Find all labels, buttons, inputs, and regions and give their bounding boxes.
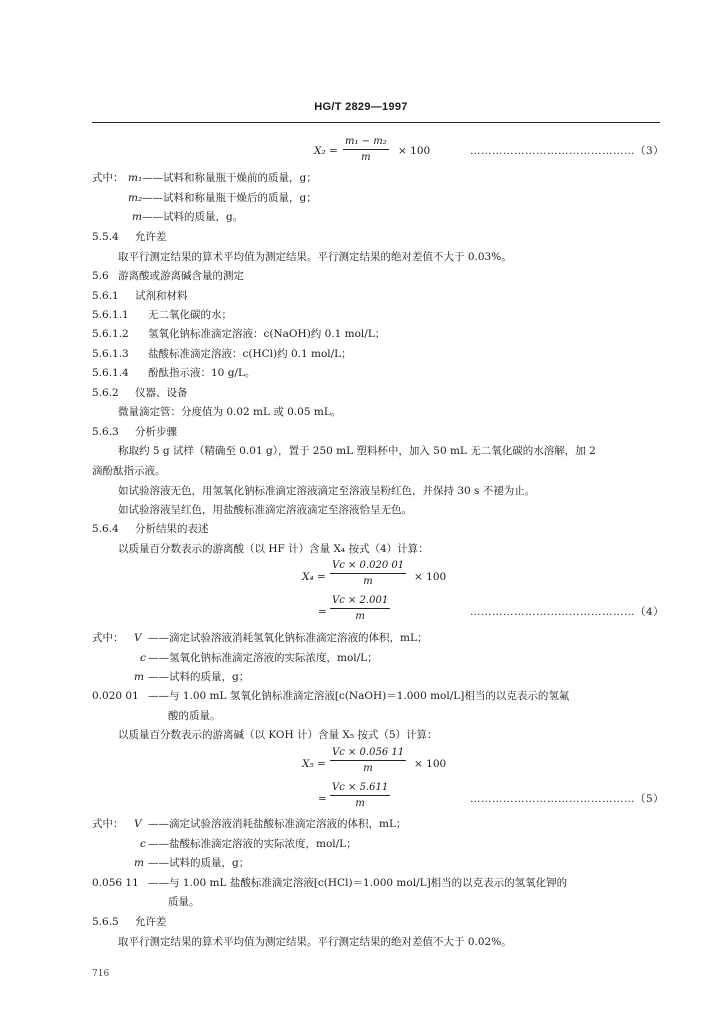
eq5-equals2: = (318, 793, 327, 805)
where2-k-desc1: ——与 1.00 mL 氢氧化钠标准滴定溶液[c(NaOH)＝1.000 mol/L]相当的以克表示的氢氟 (148, 690, 570, 702)
where1-m-symbol: m (132, 211, 142, 223)
s5614-text: 酚酞指示液：10 g/L。 (148, 367, 256, 379)
s562-text: 微量滴定管：分度值为 0.02 mL 或 0.05 mL。 (118, 406, 342, 418)
where1-m1-symbol: m₁ (128, 172, 143, 184)
s562-title: 仪器、设备 (135, 387, 188, 399)
eq5-fraction2 (330, 783, 390, 809)
eq3-numerator: m₁ − m₂ (343, 137, 389, 150)
eq4-denominator2: m (355, 611, 365, 622)
eq4-tail1: × 100 (414, 571, 447, 583)
eq4-fraction2 (330, 596, 390, 622)
where3-v-desc: ——滴定试验溶液消耗盐酸标准滴定溶液的体积，mL； (148, 818, 407, 830)
s5613-text: 盐酸标准滴定溶液：c(HCl)约 0.1 mol/L； (148, 348, 352, 360)
s5611-number: 5.6.1.1 (92, 309, 129, 321)
s554-title: 允许差 (135, 231, 167, 243)
eq4-denominator1: m (363, 576, 373, 587)
eq4-numerator2: Vc × 2.001 (330, 596, 390, 609)
where3-c-symbol: c (140, 838, 146, 850)
where2-v-desc: ——滴定试验溶液消耗氢氧化钠标准滴定溶液的体积，mL； (148, 632, 428, 644)
where3-v-symbol: V (134, 818, 142, 830)
s565-text: 取平行测定结果的算术平均值为测定结果。平行测定结果的绝对差值不大于 0.02%。 (118, 936, 512, 948)
where2-lead: 式中： (92, 632, 124, 644)
s563-text1b: 滴酚酞指示液。 (92, 465, 166, 477)
eq3-fraction (343, 137, 389, 163)
eq3-tail: × 100 (398, 145, 431, 157)
eq5-numerator1: Vc × 0.056 11 (330, 748, 406, 761)
where2-m-symbol: m (134, 671, 144, 683)
where1-lead: 式中： (92, 172, 124, 184)
where3-m-desc: ——试料的质量，g； (148, 857, 250, 869)
s561-number: 5.6.1 (92, 290, 119, 302)
eq5-numerator2: Vc × 5.611 (330, 783, 390, 796)
s564-title: 分析结果的表述 (135, 523, 209, 535)
s5611-text: 无二氧化碳的水； (148, 309, 232, 321)
s565-title: 允许差 (135, 916, 167, 928)
where2-k-desc2: 酸的质量。 (168, 710, 221, 722)
eq5-denominator2: m (355, 798, 365, 809)
standard-number-header: HG/T 2829—1997 (314, 101, 408, 113)
where1-m1-desc: ——试料和称量瓶干燥前的质量，g； (142, 172, 317, 184)
eq5-label: ………………………………………（5） (470, 793, 665, 805)
s563-title: 分析步骤 (135, 426, 177, 438)
eq3-denominator: m (361, 152, 371, 163)
s561-title: 试剂和材料 (135, 290, 188, 302)
where2-c-desc: ——氢氧化钠标准滴定溶液的实际浓度，mol/L； (148, 652, 378, 664)
where2-c-symbol: c (140, 652, 146, 664)
s56-number: 5.6 (92, 270, 109, 282)
eq4-equals2: = (318, 606, 327, 618)
where1-m2-symbol: m₂ (128, 192, 143, 204)
s5612-text: 氢氧化钠标准滴定溶液：c(NaOH)约 0.1 mol/L； (148, 328, 386, 340)
s56-title: 游离酸或游离碱含量的测定 (118, 270, 244, 282)
eq4-lhs: X₄ = (302, 571, 326, 583)
s5613-number: 5.6.1.3 (92, 348, 129, 360)
eq5-denominator1: m (363, 763, 373, 774)
where1-m-desc: ——试料的质量，g。 (142, 211, 244, 223)
intro-eq5: 以质量百分数表示的游离碱（以 KOH 计）含量 X₅ 按式（5）计算： (118, 729, 438, 741)
where2-v-symbol: V (134, 632, 142, 644)
s564-number: 5.6.4 (92, 523, 119, 535)
s563-text2: 如试验溶液无色，用氢氧化钠标准滴定溶液滴定至溶液呈粉红色，并保持 30 s 不褪为止。 (118, 485, 536, 497)
s554-number: 5.5.4 (92, 231, 119, 243)
where3-k-symbol: 0.056 11 (92, 877, 139, 889)
s563-text3: 如试验溶液呈红色，用盐酸标准滴定溶液滴定至溶液恰呈无色。 (118, 504, 412, 516)
eq3-lhs: X₂ = (314, 145, 338, 157)
eq5-tail1: × 100 (414, 758, 447, 770)
eq4-fraction1 (330, 561, 406, 587)
eq5-fraction1 (330, 748, 406, 774)
where3-k-desc2: 质量。 (168, 896, 200, 908)
eq3-label: ………………………………………（3） (470, 145, 665, 157)
where2-m-desc: ——试料的质量，g； (148, 671, 250, 683)
page-number: 716 (92, 969, 110, 979)
where3-c-desc: ——盐酸标准滴定溶液的实际浓度，mol/L； (148, 838, 357, 850)
eq4-numerator1: Vc × 0.020 01 (330, 561, 406, 574)
s562-number: 5.6.2 (92, 387, 119, 399)
s5612-number: 5.6.1.2 (92, 328, 129, 340)
header-rule (92, 122, 660, 123)
eq4-label: ………………………………………（4） (470, 606, 665, 618)
s563-number: 5.6.3 (92, 426, 119, 438)
where1-m2-desc: ——试料和称量瓶干燥后的质量，g； (142, 192, 317, 204)
where3-lead: 式中： (92, 818, 124, 830)
eq5-lhs: X₅ = (302, 758, 326, 770)
where2-k-symbol: 0.020 01 (92, 690, 139, 702)
s565-number: 5.6.5 (92, 916, 119, 928)
where3-k-desc1: ——与 1.00 mL 盐酸标准滴定溶液[c(HCl)＝1.000 mol/L]相当的以克表示的氢氧化钾的 (148, 877, 568, 889)
s564-intro: 以质量百分数表示的游离酸（以 HF 计）含量 X₄ 按式（4）计算： (118, 543, 429, 555)
s5614-number: 5.6.1.4 (92, 367, 129, 379)
s563-text1a: 称取约 5 g 试样（精确至 0.01 g），置于 250 mL 塑料杯中，加入 50 mL 无二氧化碳的水溶解，加 2 (118, 445, 596, 457)
s554-text: 取平行测定结果的算术平均值为测定结果。平行测定结果的绝对差值不大于 0.03%。 (118, 251, 512, 263)
where3-m-symbol: m (134, 857, 144, 869)
